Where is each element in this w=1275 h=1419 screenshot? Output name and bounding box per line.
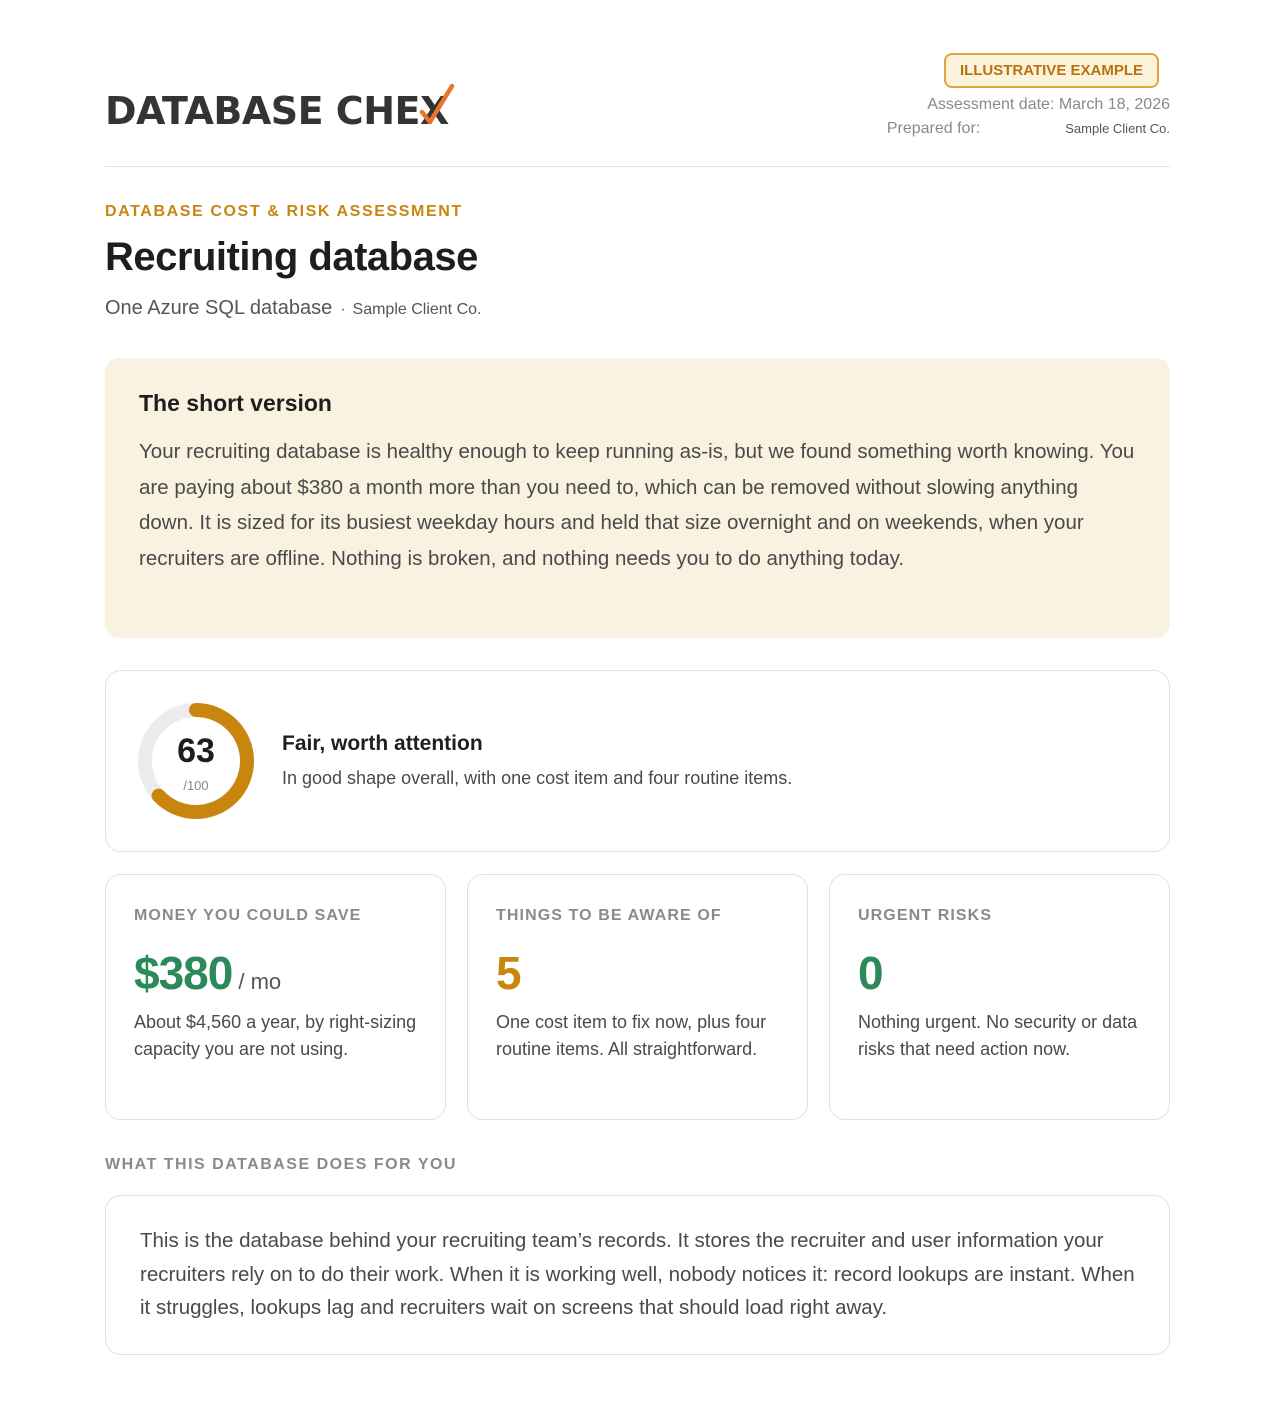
metric-description: Nothing urgent. No security or data risks that need action now. bbox=[858, 1012, 1138, 1059]
header-divider bbox=[105, 166, 1170, 167]
logo-x-mark: X bbox=[420, 92, 449, 130]
page-subtitle bbox=[105, 297, 481, 320]
score-description: In good shape overall, with one cost item and four routine items. bbox=[282, 768, 793, 788]
metric-card-awareness bbox=[467, 874, 808, 1120]
page-title: Recruiting database bbox=[105, 235, 478, 279]
metric-value bbox=[858, 946, 883, 1000]
purpose-text: This is the database behind your recruiting team’s records. It stores the recruiter and user information your recruiters rely on to do their work. When it is working well, nobody notices it: record lookups are instant. When it struggles, lookups lag and recruiters wait on screens that should load right away. bbox=[140, 1229, 1135, 1319]
urgent-risk-count: 0 bbox=[858, 947, 883, 999]
metric-card-savings bbox=[105, 874, 446, 1120]
metric-label: THINGS TO BE AWARE OF bbox=[496, 907, 722, 924]
prepared-for-client: Sample Client Co. bbox=[1065, 121, 1170, 136]
database-description: One Azure SQL database bbox=[105, 297, 333, 319]
database-chex-logo bbox=[105, 86, 449, 136]
logo-check-icon bbox=[416, 82, 456, 128]
assessment-date: Assessment date: March 18, 2026 bbox=[927, 96, 1170, 113]
purpose-section-label: WHAT THIS DATABASE DOES FOR YOU bbox=[105, 1156, 457, 1173]
metric-description: About $4,560 a year, by right-sizing capacity you are not using. bbox=[134, 1012, 417, 1059]
short-version-panel bbox=[105, 358, 1170, 638]
metric-label: URGENT RISKS bbox=[858, 907, 993, 924]
metric-value bbox=[496, 946, 521, 1000]
prepared-for bbox=[887, 120, 1170, 138]
illustrative-example-badge: ILLUSTRATIVE EXAMPLE bbox=[944, 53, 1159, 88]
metric-label: MONEY YOU COULD SAVE bbox=[134, 907, 362, 924]
logo-wordmark: DATABASE CHEX bbox=[105, 92, 449, 130]
prepared-for-label: Prepared for: bbox=[886, 120, 981, 137]
report-page bbox=[105, 0, 1170, 1419]
short-version-text: Your recruiting database is healthy enough to keep running as-is, but we found something worth knowing. You are paying about $380 a month more than you need to, which can be removed without slowing anything down. It is sized for its busiest weekday hours and held that size overnight and on weekends, when your recruiters are offline. Nothing is broken, and nothing needs you to do anything today. bbox=[139, 440, 1135, 570]
subtitle-separator: · bbox=[340, 301, 346, 318]
report-meta bbox=[887, 53, 1170, 138]
report-eyebrow: DATABASE COST & RISK ASSESSMENT bbox=[105, 203, 463, 220]
health-score-card bbox=[105, 670, 1170, 852]
score-value: 63 bbox=[177, 732, 215, 770]
score-rating: Fair, worth attention bbox=[282, 732, 483, 755]
metric-value bbox=[134, 946, 281, 1000]
short-version-heading: The short version bbox=[139, 390, 332, 416]
subtitle-client: Sample Client Co. bbox=[352, 301, 482, 318]
awareness-count: 5 bbox=[496, 947, 521, 999]
metric-card-urgent-risks bbox=[829, 874, 1170, 1120]
savings-unit: / mo bbox=[238, 969, 282, 994]
score-max: /100 bbox=[183, 778, 209, 793]
purpose-panel bbox=[105, 1195, 1170, 1355]
savings-amount: $380 bbox=[134, 947, 233, 999]
metric-description: One cost item to fix now, plus four routine items. All straightforward. bbox=[496, 1012, 767, 1059]
